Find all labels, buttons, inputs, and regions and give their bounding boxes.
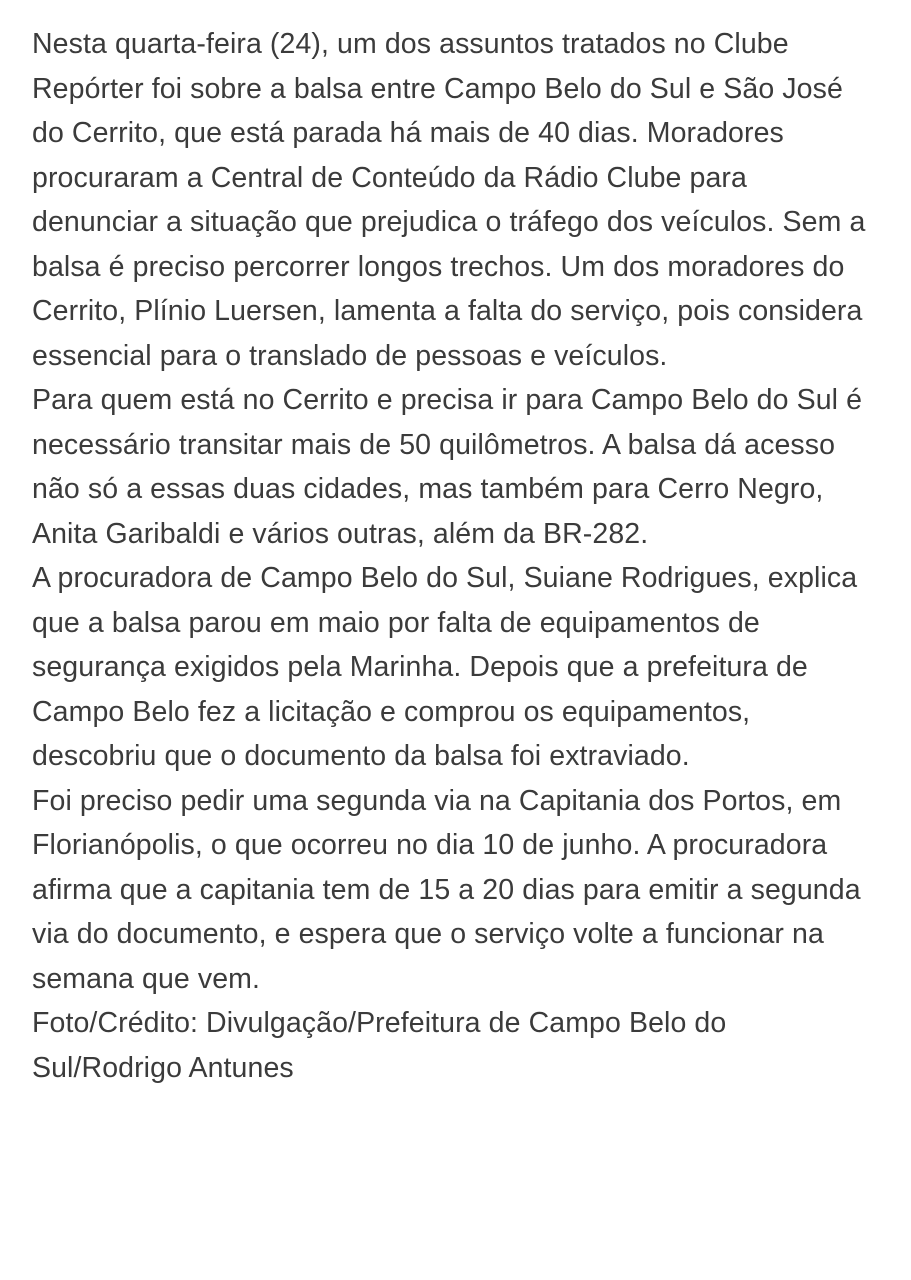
article-paragraph: Para quem está no Cerrito e precisa ir para Campo Belo do Sul é necessário transitar mais de 50 quilômetros. A balsa dá acesso não só a essas duas cidades, mas também para Cerro Negro, Anita Garibaldi e vários outras, além da BR-282. [32,384,863,550]
article-paragraph: Foi preciso pedir uma segunda via na Capitania dos Portos, em Florianópolis, o que ocorreu no dia 10 de junho. A procuradora afirma que a capitania tem de 15 a 20 dias para emitir a segunda via do documento, e espera que o serviço volte a funcionar na semana que vem. [32,784,861,995]
article-paragraph: Nesta quarta-feira (24), um dos assuntos tratados no Clube Repórter foi sobre a balsa entre Campo Belo do Sul e São José do Cerrito, que está parada há mais de 40 dias. Moradores procuraram a Central de Conteúdo da Rádio Clube para denunciar a situação que prejudica o tráfego dos veículos. Sem a balsa é preciso percorrer longos trechos. Um dos moradores do Cerrito, Plínio Luersen, lamenta a falta do serviço, pois considera essencial para o translado de pessoas e veículos. [32,28,866,372]
photo-credit: Foto/Crédito: Divulgação/Prefeitura de Campo Belo do Sul/Rodrigo Antunes [32,1007,727,1084]
article-paragraph: A procuradora de Campo Belo do Sul, Suiane Rodrigues, explica que a balsa parou em maio por falta de equipamentos de segurança exigidos pela Marinha. Depois que a prefeitura de Campo Belo fez a licitação e comprou os equipamentos, descobriu que o documento da balsa foi extraviado. [32,562,858,772]
